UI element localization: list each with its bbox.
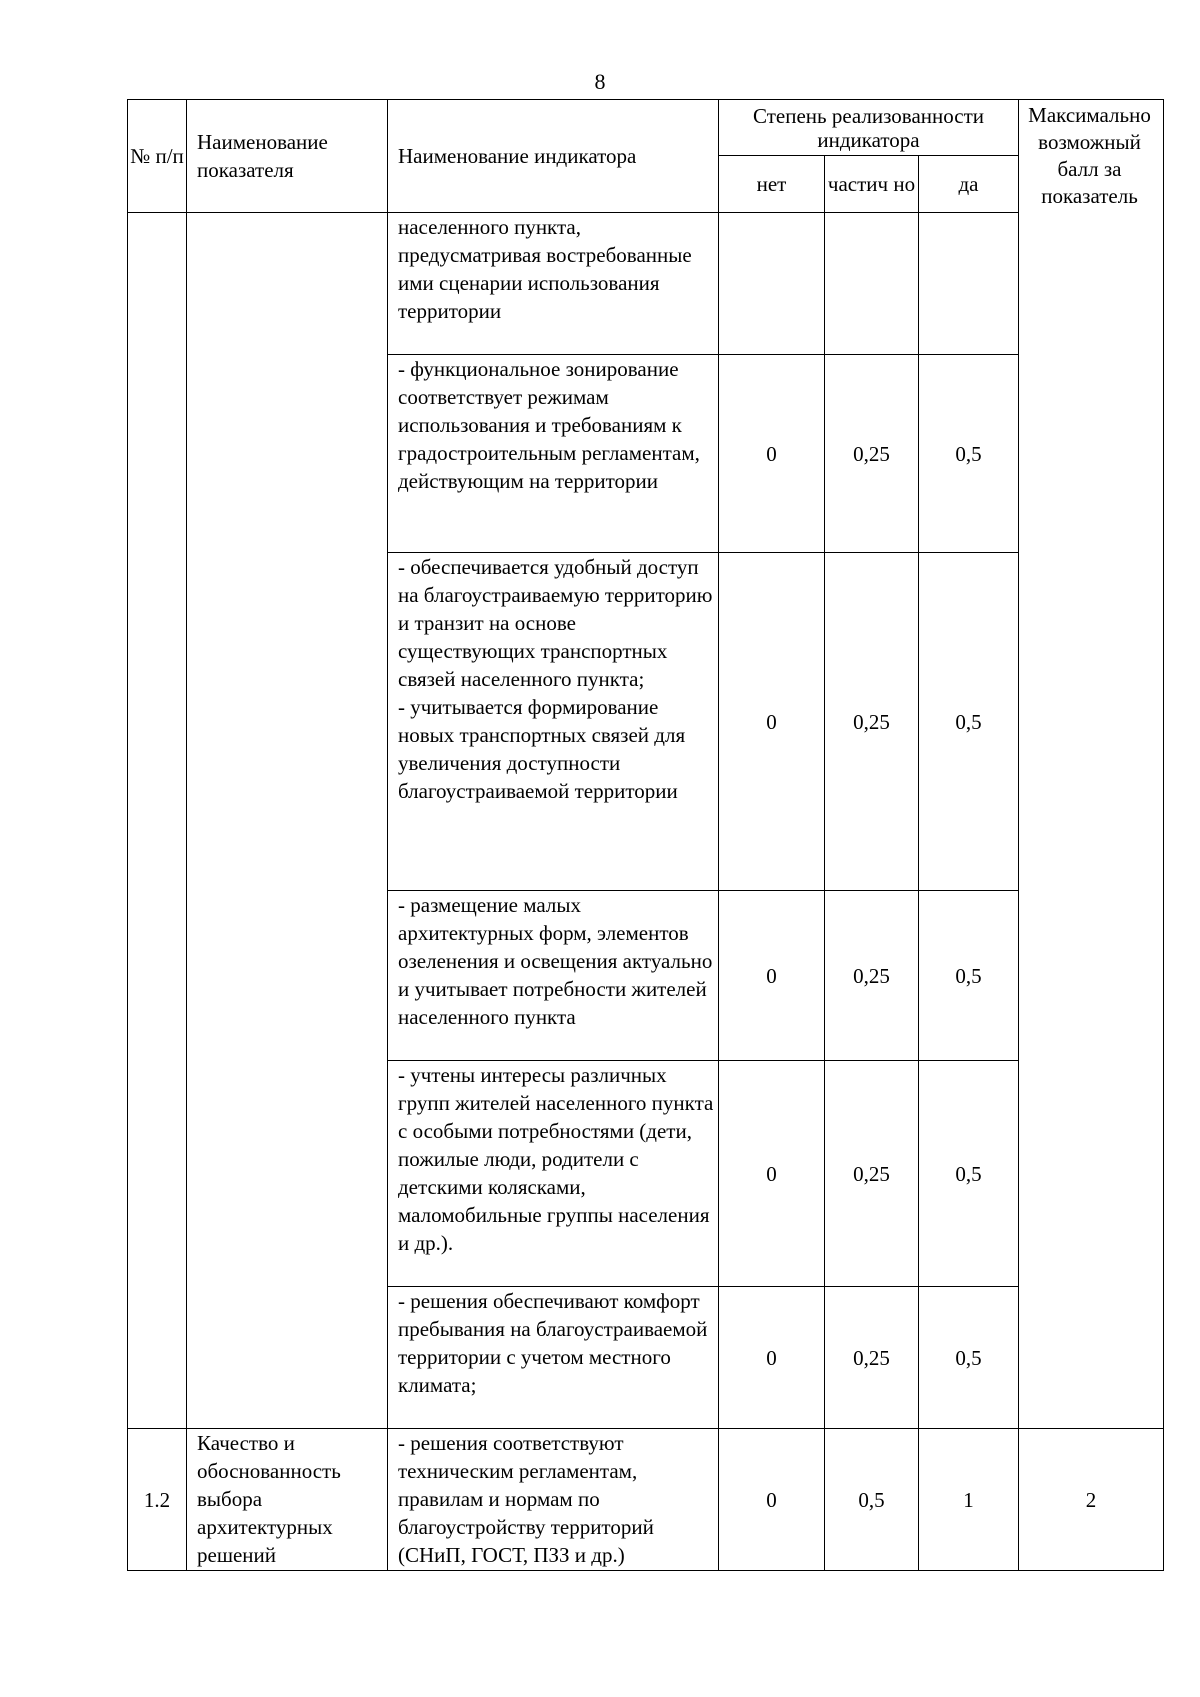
value-max: 2 [1019, 1429, 1164, 1571]
value-no: 0 [719, 355, 825, 553]
indicator-cell: - решения соответствуют техническим регламентам, правилам и нормам по благоустройству территорий (СНиП, ГОСТ, ПЗЗ и др.) [388, 1429, 719, 1571]
name-cell-empty [187, 213, 388, 1429]
header-indicator: Наименование индикатора [388, 100, 719, 213]
table-row [128, 213, 1164, 355]
value-partial: 0,25 [825, 1287, 919, 1429]
indicator-cell: населенного пункта, предусматривая востребованные ими сценарии использования территории [388, 213, 719, 355]
indicator-cell: - обеспечивается удобный доступ на благоустраиваемую территорию и транзит на основе существующих транспортных связей населенного пункта; - учитывается формирование новых транспортных связей для увеличения доступности благоустраиваемой территории [388, 553, 719, 891]
value-yes: 0,5 [919, 1287, 1019, 1429]
value-yes: 0,5 [919, 355, 1019, 553]
header-num: № п/п [128, 100, 187, 213]
header-max-label: Максимально возможный балл за показатель [1028, 103, 1151, 208]
header-row-1 [128, 100, 1164, 156]
value-yes: 1 [919, 1429, 1019, 1571]
value-partial [825, 213, 919, 355]
row-num: 1.2 [128, 1429, 187, 1571]
value-no: 0 [719, 1061, 825, 1287]
value-yes: 0,5 [919, 891, 1019, 1061]
value-no: 0 [719, 553, 825, 891]
indicator-cell: - размещение малых архитектурных форм, элементов озеленения и освещения актуально и учитывает потребности жителей населенного пункта [388, 891, 719, 1061]
table-row-1-2 [128, 1429, 1164, 1571]
value-partial: 0,25 [825, 553, 919, 891]
value-partial: 0,5 [825, 1429, 919, 1571]
header-degree: Степень реализованности индикатора [719, 100, 1019, 156]
header-partial: частич но [825, 156, 919, 213]
header-max [1019, 100, 1164, 1429]
num-cell-empty [128, 213, 187, 1429]
header-yes: да [919, 156, 1019, 213]
value-yes [919, 213, 1019, 355]
indicator-cell: - учтены интересы различных групп жителей населенного пункта с особыми потребностями (дети, пожилые люди, родители с детскими колясками, маломобильные группы населения и др.). [388, 1061, 719, 1287]
value-yes: 0,5 [919, 1061, 1019, 1287]
value-no [719, 213, 825, 355]
value-no: 0 [719, 1287, 825, 1429]
indicator-cell: - функциональное зонирование соответствует режимам использования и требованиям к градостроительным регламентам, действующим на территории [388, 355, 719, 553]
row-name: Качество и обоснованность выбора архитектурных решений [187, 1429, 388, 1571]
indicator-cell: - решения обеспечивают комфорт пребывания на благоустраиваемой территории с учетом местного климата; [388, 1287, 719, 1429]
value-no: 0 [719, 891, 825, 1061]
value-no: 0 [719, 1429, 825, 1571]
value-partial: 0,25 [825, 891, 919, 1061]
header-name: Наименование показателя [187, 100, 388, 213]
value-partial: 0,25 [825, 355, 919, 553]
value-yes: 0,5 [919, 553, 1019, 891]
value-partial: 0,25 [825, 1061, 919, 1287]
criteria-table [127, 99, 1164, 1571]
header-no: нет [719, 156, 825, 213]
page-number: 8 [594, 69, 606, 94]
